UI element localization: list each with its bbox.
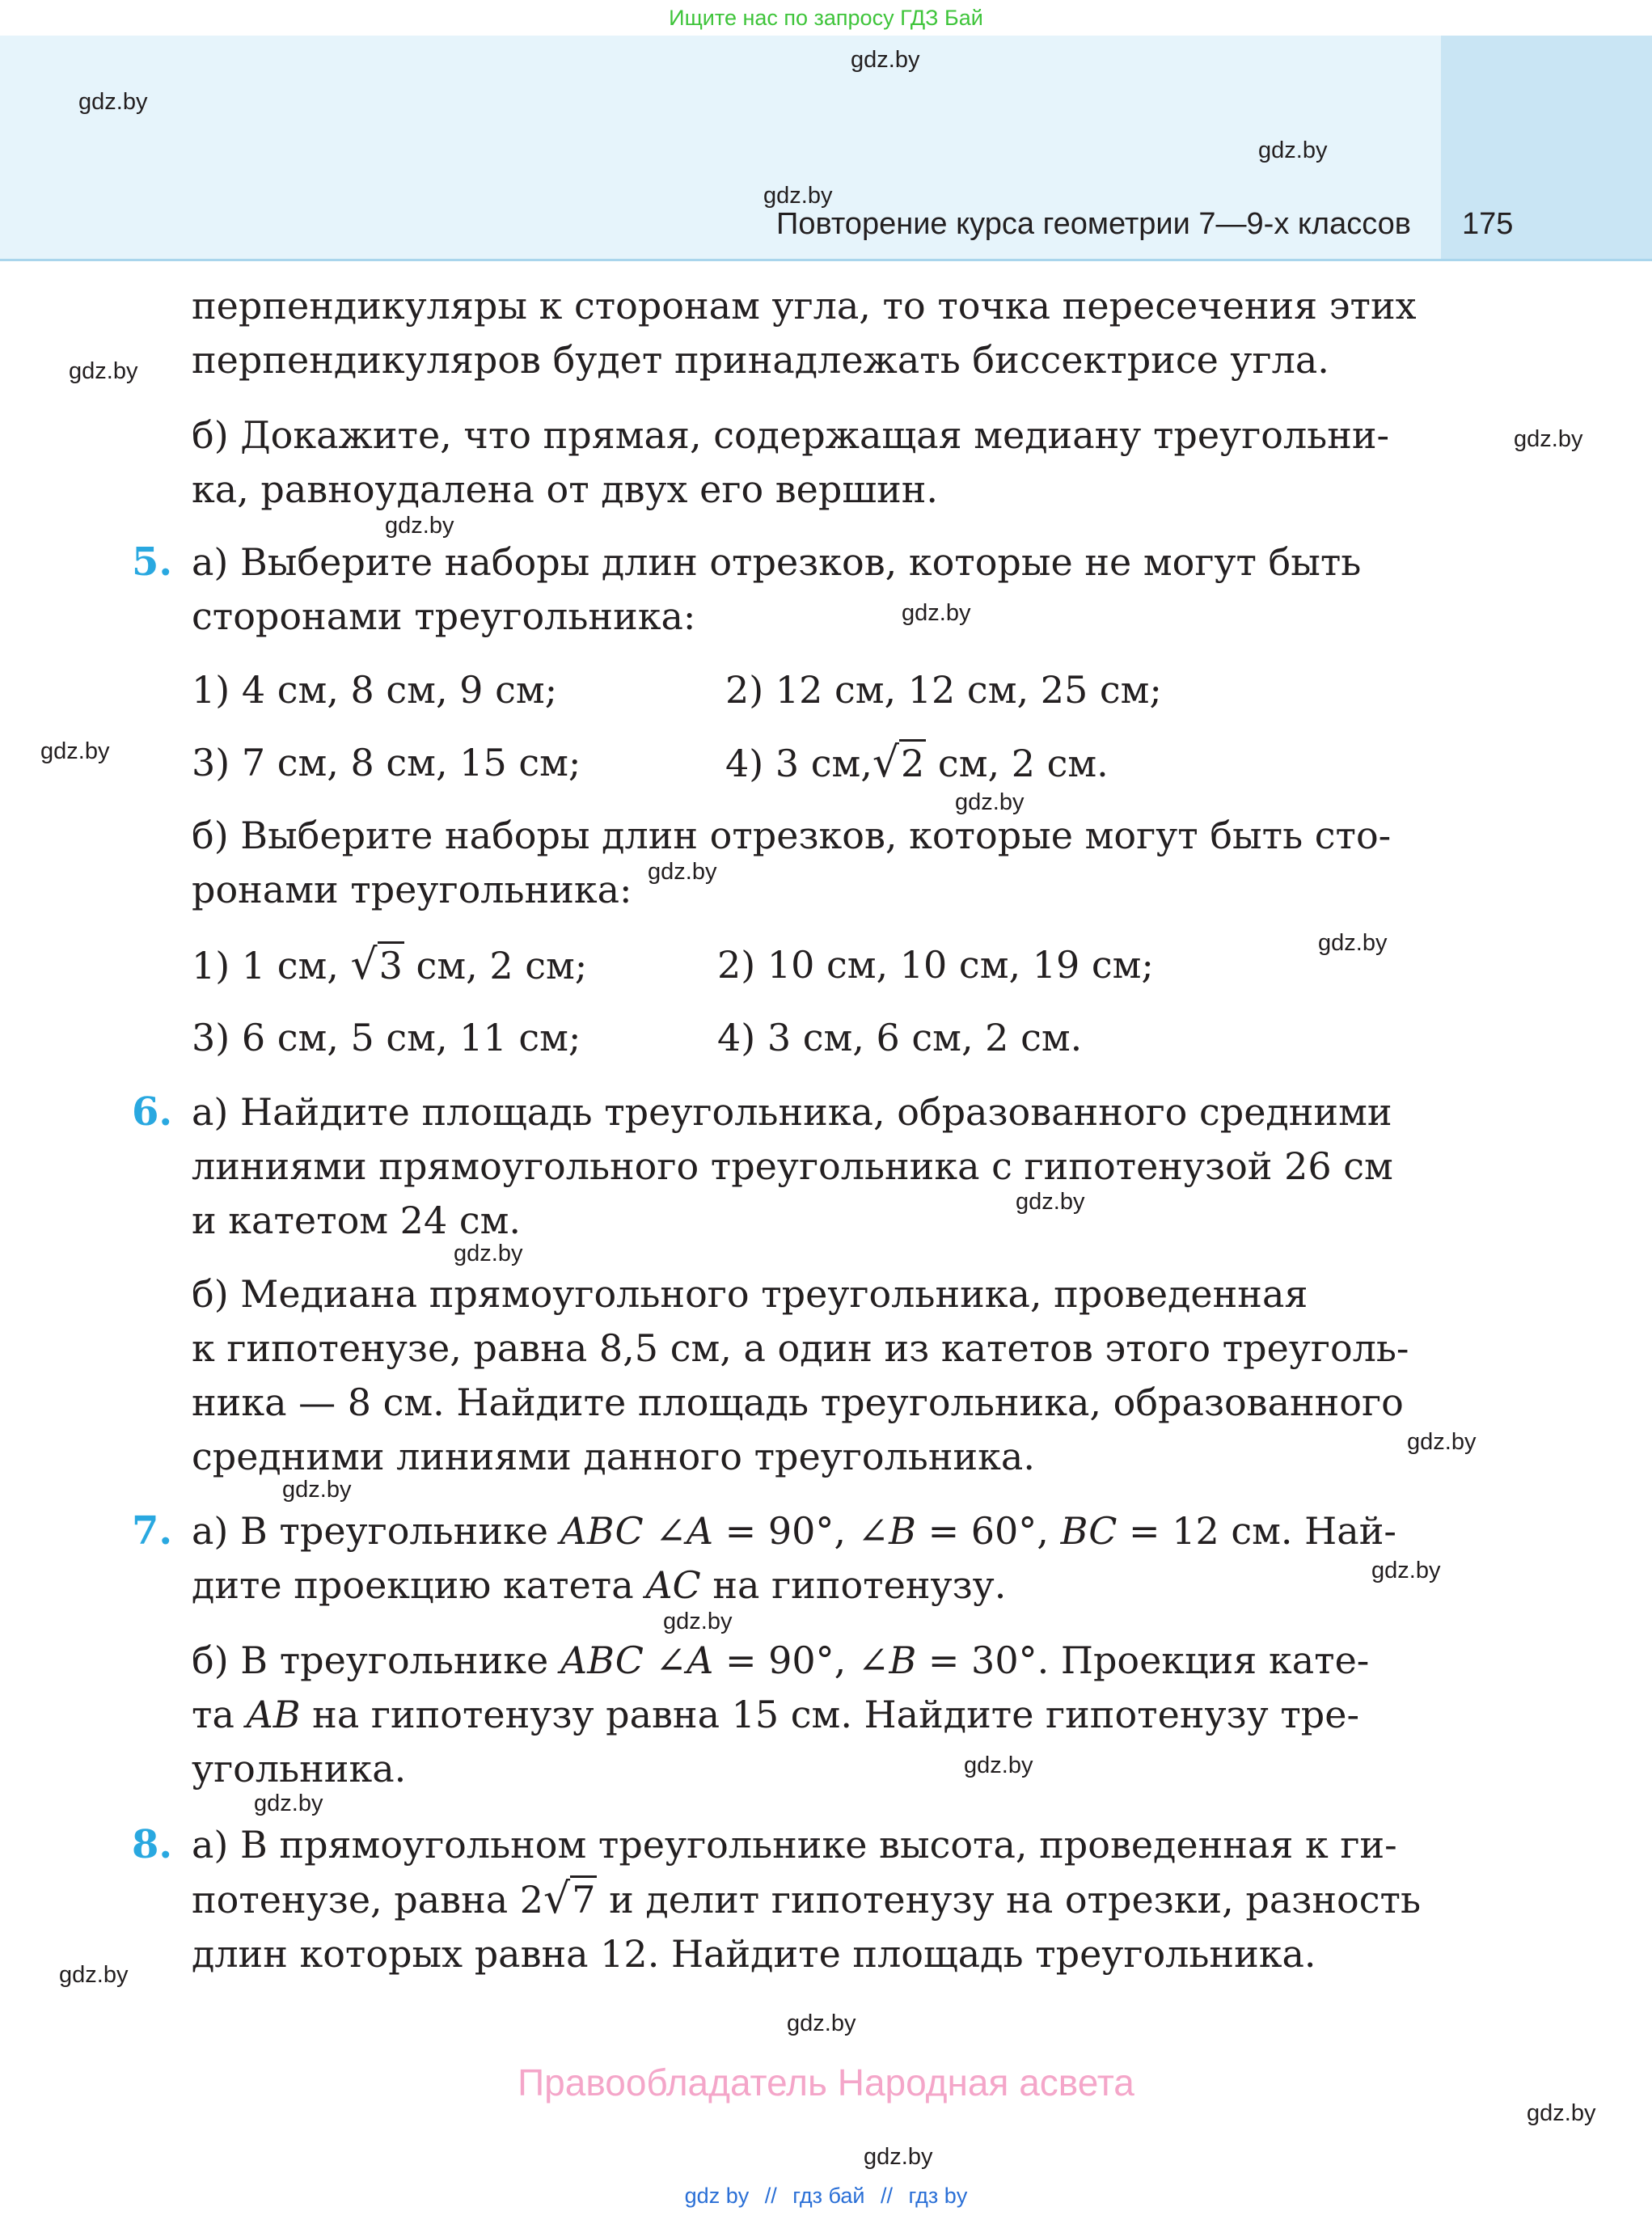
- text-line: [192, 1504, 1442, 1558]
- intro-text: [192, 279, 1442, 387]
- text-line: перпендикуляры к сторонам угла, то точка пересечения этих: [192, 284, 1417, 328]
- text-run: на гипотенузу.: [700, 1563, 1007, 1607]
- text-run: та: [192, 1693, 247, 1736]
- footer-separator: //: [764, 2184, 777, 2208]
- task5-b-option-2: 2) 10 см, 10 см, 19 см;: [717, 943, 1154, 987]
- watermark: gdz.by: [1407, 1429, 1477, 1455]
- watermark: gdz.by: [1527, 2100, 1596, 2126]
- task5-part-b: [192, 809, 1442, 917]
- text-line: ронами треугольника:: [192, 868, 632, 911]
- watermark: gdz.by: [1016, 1189, 1085, 1215]
- running-title: Повторение курса геометрии 7—9-х классов: [776, 207, 1411, 241]
- task8-part-a: [192, 1818, 1442, 1981]
- watermark: gdz.by: [763, 183, 833, 209]
- text-line: а) Выберите наборы длин отрезков, которые не могут быть: [192, 540, 1362, 584]
- footer-links: [0, 2184, 1652, 2209]
- task5-part-a: [192, 535, 1442, 644]
- radicand: 7: [570, 1875, 597, 1922]
- sqrt-expression: [872, 736, 926, 791]
- text-line: [192, 1558, 1442, 1613]
- option-text: 1) 1 см,: [192, 944, 351, 987]
- angle-b: ∠B: [857, 1638, 917, 1682]
- text-run: = 12 см. Най-: [1117, 1509, 1396, 1553]
- sqrt-expression: [351, 938, 404, 993]
- text-line: а) Найдите площадь треугольника, образованного средними: [192, 1090, 1392, 1134]
- watermark: gdz.by: [663, 1609, 733, 1634]
- task6-part-b: [192, 1267, 1442, 1484]
- sqrt-expression: [543, 1872, 597, 1927]
- option-text: см, 2 см;: [403, 944, 588, 987]
- text-run: = 90°,: [713, 1638, 858, 1682]
- radical-sign: √: [350, 941, 378, 989]
- task-number-5: 5.: [132, 539, 173, 585]
- text-line: линиями прямоугольного треугольника с гипотенузой 26 см: [192, 1144, 1393, 1188]
- watermark: gdz.by: [851, 47, 920, 73]
- watermark: gdz.by: [648, 859, 717, 885]
- text-line: длин которых равна 12. Найдите площадь треугольника.: [192, 1932, 1316, 1976]
- radicand: 3: [378, 941, 404, 987]
- watermark: gdz.by: [1514, 426, 1583, 452]
- text-run: и делит гипотенузу на отрезки, разность: [597, 1878, 1421, 1922]
- task5-a-option-4: [725, 736, 1109, 791]
- text-line: средними линиями данного треугольника.: [192, 1435, 1035, 1478]
- text-line: [192, 1872, 1442, 1927]
- page-number: 175: [1462, 207, 1514, 241]
- triangle-name: ABC: [560, 1638, 644, 1682]
- task5-a-option-2: 2) 12 см, 12 см, 25 см;: [725, 668, 1162, 712]
- radical-sign: √: [543, 1875, 571, 1923]
- text-run: дите проекцию катета: [192, 1563, 646, 1607]
- text-line: перпендикуляров будет принадлежать биссектрисе угла.: [192, 338, 1329, 382]
- task5-b-option-3: 3) 6 см, 5 см, 11 см;: [192, 1016, 581, 1059]
- text-line: ка, равноудалена от двух его вершин.: [192, 467, 939, 511]
- top-search-banner[interactable]: Ищите нас по запросу ГДЗ Бай: [669, 6, 983, 30]
- text-run: а) В треугольнике: [192, 1509, 560, 1553]
- text-run: = 60°,: [915, 1509, 1061, 1553]
- task-number-6: 6.: [132, 1089, 173, 1135]
- watermark: gdz.by: [40, 738, 110, 764]
- text-line: угольника.: [192, 1747, 407, 1791]
- watermark: gdz.by: [955, 789, 1025, 815]
- task5-a-option-1: 1) 4 см, 8 см, 9 см;: [192, 668, 558, 712]
- option-text: см, 2 см.: [926, 742, 1109, 785]
- watermark: gdz.by: [1258, 137, 1328, 163]
- text-line: б) Медиана прямоугольного треугольника, проведенная: [192, 1272, 1308, 1316]
- task7-part-a: [192, 1504, 1442, 1613]
- watermark: gdz.by: [964, 1753, 1033, 1778]
- watermark: gdz.by: [254, 1791, 323, 1816]
- text-run: потенузе, равна 2: [192, 1878, 544, 1922]
- text-line: ника — 8 см. Найдите площадь треугольника, образованного: [192, 1380, 1404, 1424]
- watermark: gdz.by: [78, 89, 148, 115]
- watermark: gdz.by: [864, 2144, 933, 2170]
- radicand: 2: [899, 739, 926, 785]
- watermark: gdz.by: [282, 1477, 352, 1503]
- watermark: gdz.by: [787, 2010, 856, 2036]
- watermark: gdz.by: [385, 513, 454, 539]
- text-line: б) Докажите, что прямая, содержащая медиану треугольни-: [192, 413, 1390, 457]
- watermark: gdz.by: [902, 600, 971, 626]
- copyright-holder: Правообладатель Народная асвета: [518, 2061, 1134, 2103]
- task6-part-a: [192, 1085, 1442, 1248]
- watermark: gdz.by: [1371, 1558, 1441, 1583]
- footer-link-gdz-bai[interactable]: гдз бай: [792, 2184, 865, 2208]
- option-text: 4) 3 см,: [725, 742, 872, 785]
- radical-sign: √: [872, 738, 900, 787]
- task-number-8: 8.: [132, 1822, 173, 1867]
- task5-b-option-1: [192, 938, 587, 993]
- footer-link-gdz-by[interactable]: gdz by: [684, 2184, 750, 2208]
- task-number-7: 7.: [132, 1508, 173, 1554]
- task7-part-b: [192, 1634, 1442, 1796]
- text-line: и катетом 24 см.: [192, 1199, 521, 1242]
- text-run: = 30°. Проекция кате-: [916, 1638, 1370, 1682]
- watermark: gdz.by: [1318, 930, 1388, 956]
- task5-b-option-4: 4) 3 см, 6 см, 2 см.: [717, 1016, 1083, 1059]
- angle-a: ∠A: [643, 1638, 714, 1682]
- angle-b: ∠B: [857, 1509, 916, 1553]
- side-bc: BC: [1060, 1509, 1118, 1553]
- text-line: б) Выберите наборы длин отрезков, которые могут быть сто-: [192, 814, 1392, 857]
- text-run: б) В треугольнике: [192, 1638, 560, 1682]
- angle-a: ∠A: [643, 1509, 714, 1553]
- text-line: [192, 1688, 1442, 1742]
- task5-a-option-3: 3) 7 см, 8 см, 15 см;: [192, 741, 581, 784]
- cathetus-ac: AC: [645, 1563, 701, 1607]
- watermark: gdz.by: [69, 358, 138, 384]
- text-line: сторонами треугольника:: [192, 594, 696, 638]
- text-run: на гипотенузу равна 15 см. Найдите гипотенузу тре-: [300, 1693, 1359, 1736]
- watermark: gdz.by: [59, 1962, 129, 1988]
- text-run: = 90°,: [713, 1509, 858, 1553]
- cathetus-ab: AB: [246, 1693, 301, 1736]
- footer-separator: //: [881, 2184, 894, 2208]
- footer-link-gdz-by-cyr[interactable]: гдз by: [908, 2184, 968, 2208]
- watermark: gdz.by: [454, 1241, 523, 1266]
- text-line: к гипотенузе, равна 8,5 см, а один из катетов этого треуголь-: [192, 1326, 1409, 1370]
- triangle-name: ABC: [560, 1509, 644, 1553]
- text-line: [192, 1634, 1442, 1688]
- intro-part-b: [192, 408, 1442, 517]
- text-line: а) В прямоугольном треугольнике высота, проведенная к ги-: [192, 1823, 1397, 1867]
